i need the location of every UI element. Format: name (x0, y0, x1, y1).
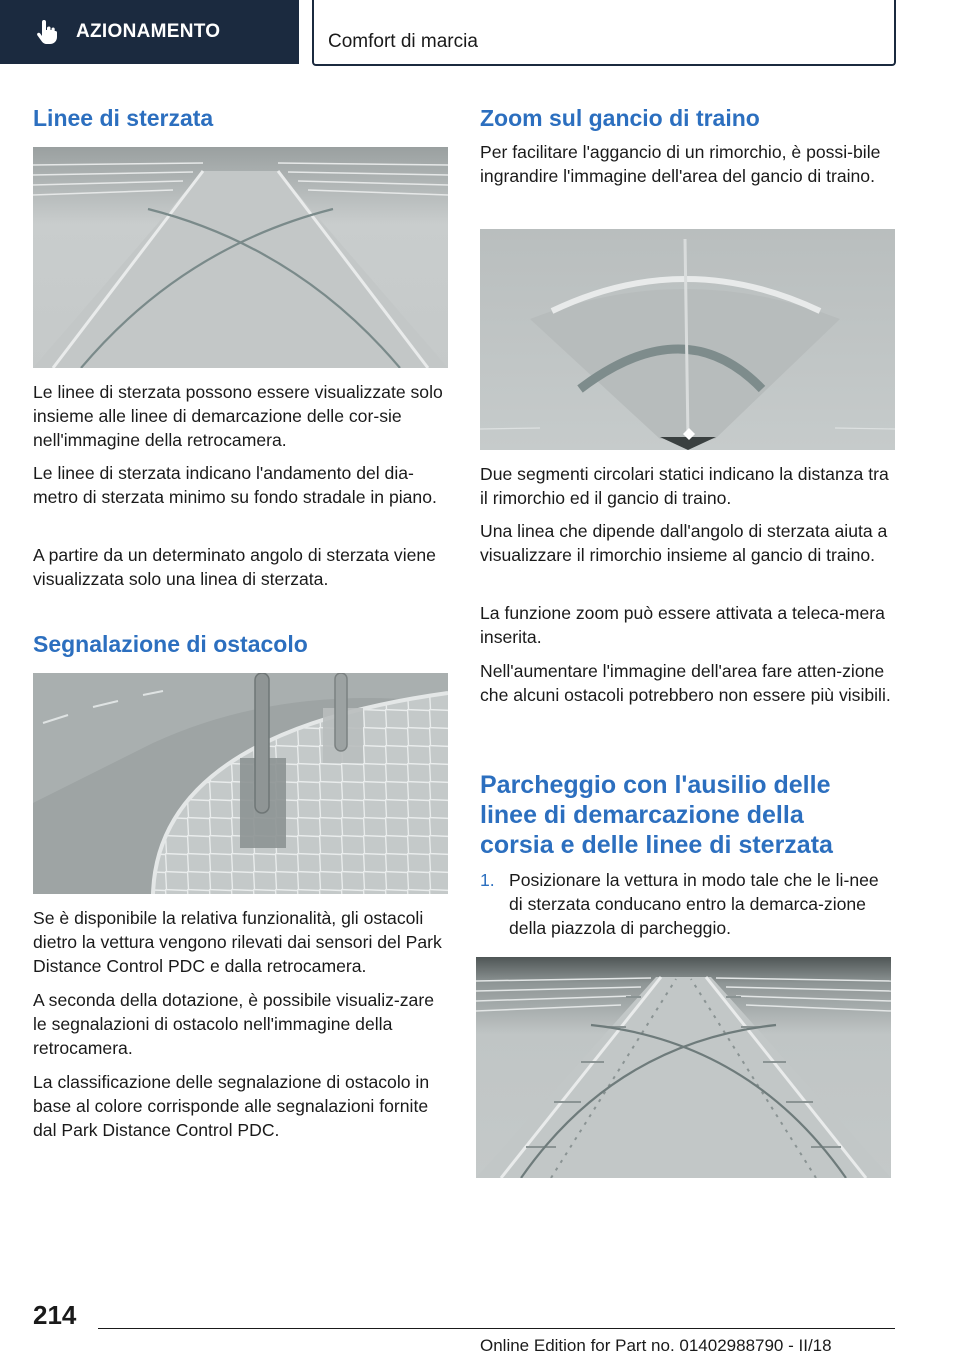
heading-parcheggio-line-3: corsia e delle linee di sterzata (480, 831, 833, 859)
paragraph: Per facilitare l'aggancio di un rimorchio, è possi-bile ingrandire l'immagine dell'area del gancio di traino. (480, 142, 881, 186)
paragraph: Una linea che dipende dall'angolo di sterzata aiuta a visualizzare il rimorchio insieme al gancio di traino. (480, 521, 888, 565)
step-text: Posizionare la vettura in modo tale che le li-nee di sterzata conducano entro la demarca-zione della piazzola di parcheggio. (509, 870, 879, 938)
step-number: 1. (480, 870, 495, 890)
figure-trailer-hitch-zoom (480, 229, 895, 450)
chapter-title: Comfort di marcia (328, 31, 478, 52)
footer-divider (98, 1328, 895, 1329)
footer-edition: Online Edition for Part no. 01402988790 - II/18 (480, 1336, 832, 1355)
paragraph: Se è disponibile la relativa funzionalità, gli ostacoli dietro la vettura vengono rilevati dai sensori del Park Distance Control PDC e dalla retrocamera. (33, 908, 442, 976)
page-number: 214 (33, 1300, 77, 1330)
figure-parking-lines (476, 957, 891, 1178)
paragraph: La funzione zoom può essere attivata a teleca-mera inserita. (480, 603, 885, 647)
paragraph: A partire da un determinato angolo di sterzata viene visualizzata solo una linea di sterzata. (33, 545, 436, 589)
paragraph: La classificazione delle segnalazione di ostacolo in base al colore corrisponde alle segnalazioni fornite dal Park Distance Control PDC. (33, 1072, 430, 1140)
header-chapter-box (312, 0, 896, 66)
heading-parcheggio-line-1: Parcheggio con l'ausilio delle (480, 771, 831, 799)
paragraph: Due segmenti circolari statici indicano la distanza tra il rimorchio ed il gancio di traino. (480, 464, 889, 508)
paragraph: A seconda della dotazione, è possibile visualiz-zare le segnalazioni di ostacolo nell'immagine della retrocamera. (33, 990, 434, 1058)
paragraph: Le linee di sterzata possono essere visualizzate solo insieme alle linee di demarcazione delle cor-sie nell'immagine della retrocamera. (33, 382, 443, 450)
paragraph: Nell'aumentare l'immagine dell'area fare atten-zione che alcuni ostacoli potrebbero non essere più visibili. (480, 661, 891, 705)
figure-steering-lines (33, 147, 448, 368)
heading-segnalazione-di-ostacolo: Segnalazione di ostacolo (33, 631, 308, 657)
header-section-tab (0, 0, 299, 64)
hand-pointer-icon (32, 17, 62, 47)
heading-zoom-gancio: Zoom sul gancio di traino (480, 105, 760, 131)
figure-obstacle-marking (33, 673, 448, 894)
paragraph: Le linee di sterzata indicano l'andamento del dia-metro di sterzata minimo su fondo stradale in piano. (33, 463, 437, 507)
heading-linee-di-sterzata: Linee di sterzata (33, 105, 214, 131)
section-title: AZIONAMENTO (76, 21, 221, 42)
heading-parcheggio-line-2: linee di demarcazione della (480, 801, 804, 829)
